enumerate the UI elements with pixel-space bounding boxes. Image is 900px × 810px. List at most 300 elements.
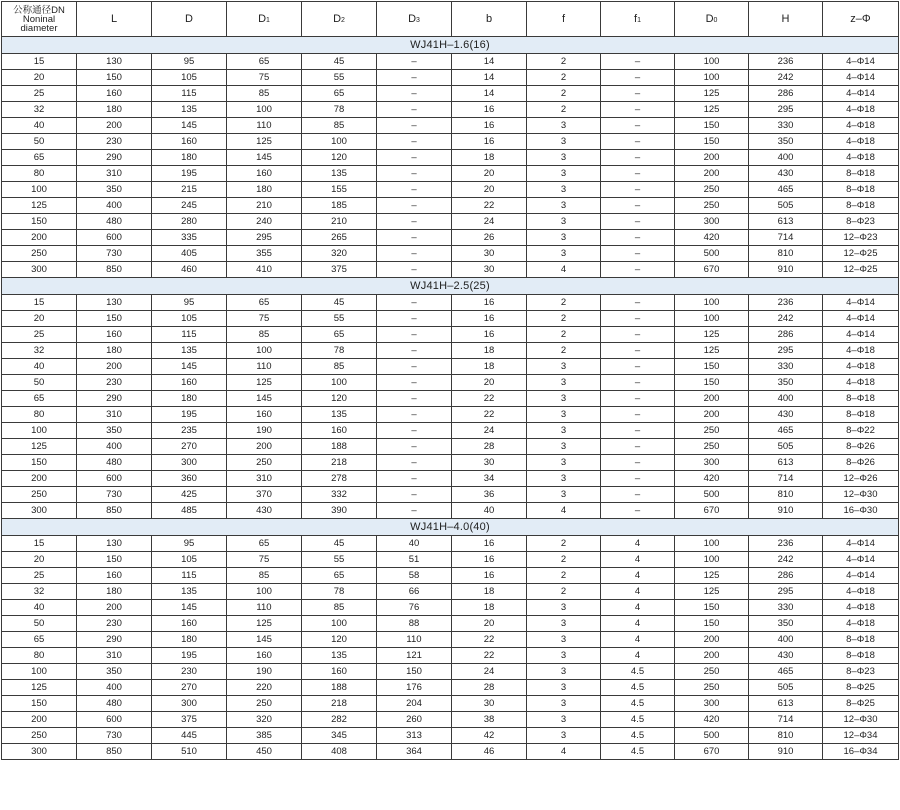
table-cell: –: [601, 102, 675, 118]
table-cell: 150: [675, 616, 749, 632]
table-cell: 22: [452, 391, 527, 407]
table-cell: 300: [675, 696, 749, 712]
table-cell: 95: [152, 536, 227, 552]
table-cell: 36: [452, 487, 527, 503]
table-cell: 80: [2, 407, 77, 423]
table-cell: 360: [152, 471, 227, 487]
table-cell: 714: [749, 230, 823, 246]
table-cell: 50: [2, 375, 77, 391]
table-cell: 4–Φ18: [823, 150, 899, 166]
table-cell: 430: [749, 166, 823, 182]
table-cell: 46: [452, 744, 527, 760]
table-row: [2, 246, 899, 262]
table-cell: 240: [227, 214, 302, 230]
header-l: L: [77, 2, 152, 37]
table-cell: 135: [302, 407, 377, 423]
header-d1: D1: [227, 2, 302, 37]
table-cell: 3: [527, 471, 601, 487]
table-row: [2, 102, 899, 118]
table-cell: 160: [152, 134, 227, 150]
table-cell: 4.5: [601, 728, 675, 744]
table-cell: 350: [749, 134, 823, 150]
table-cell: 150: [675, 600, 749, 616]
table-cell: –: [601, 134, 675, 150]
table-cell: 4: [601, 616, 675, 632]
table-cell: 18: [452, 600, 527, 616]
table-cell: 200: [227, 439, 302, 455]
table-row: [2, 552, 899, 568]
table-cell: 66: [377, 584, 452, 600]
table-cell: 613: [749, 696, 823, 712]
table-cell: –: [377, 246, 452, 262]
table-cell: 145: [152, 359, 227, 375]
table-cell: 18: [452, 343, 527, 359]
table-row: [2, 423, 899, 439]
table-cell: 200: [77, 600, 152, 616]
table-cell: 65: [227, 295, 302, 311]
table-cell: 14: [452, 86, 527, 102]
table-cell: 180: [77, 102, 152, 118]
table-cell: –: [601, 423, 675, 439]
table-cell: 265: [302, 230, 377, 246]
table-cell: 290: [77, 632, 152, 648]
header-row: [2, 2, 899, 37]
table-cell: 8–Φ18: [823, 391, 899, 407]
table-cell: 480: [77, 696, 152, 712]
table-cell: 4–Φ14: [823, 311, 899, 327]
table-cell: 65: [302, 86, 377, 102]
table-cell: 100: [2, 423, 77, 439]
table-cell: 130: [77, 536, 152, 552]
table-cell: 120: [302, 391, 377, 407]
table-cell: –: [377, 503, 452, 519]
table-cell: 40: [2, 600, 77, 616]
table-row: [2, 439, 899, 455]
table-cell: 600: [77, 471, 152, 487]
table-cell: 160: [227, 648, 302, 664]
table-cell: 4: [601, 648, 675, 664]
table-cell: 200: [77, 359, 152, 375]
table-cell: 85: [227, 86, 302, 102]
table-cell: 4–Φ18: [823, 359, 899, 375]
table-cell: 45: [302, 295, 377, 311]
table-cell: 200: [2, 230, 77, 246]
table-cell: 150: [77, 552, 152, 568]
table-cell: 2: [527, 311, 601, 327]
table-row: [2, 568, 899, 584]
table-cell: 200: [2, 471, 77, 487]
table-cell: 335: [152, 230, 227, 246]
table-cell: 242: [749, 70, 823, 86]
table-cell: 58: [377, 568, 452, 584]
table-cell: –: [601, 455, 675, 471]
table-cell: 4–Φ14: [823, 54, 899, 70]
table-cell: 55: [302, 311, 377, 327]
table-cell: 270: [152, 680, 227, 696]
table-cell: 355: [227, 246, 302, 262]
table-cell: 188: [302, 439, 377, 455]
table-row: [2, 536, 899, 552]
table-cell: 16: [452, 568, 527, 584]
table-row: [2, 118, 899, 134]
table-cell: 250: [675, 423, 749, 439]
table-cell: 3: [527, 166, 601, 182]
table-cell: 445: [152, 728, 227, 744]
table-cell: 450: [227, 744, 302, 760]
table-cell: 200: [675, 407, 749, 423]
table-cell: 160: [77, 327, 152, 343]
table-cell: 15: [2, 536, 77, 552]
table-cell: 30: [452, 455, 527, 471]
table-cell: 40: [452, 503, 527, 519]
table-cell: –: [601, 246, 675, 262]
table-cell: 332: [302, 487, 377, 503]
table-cell: 3: [527, 198, 601, 214]
table-cell: 300: [152, 696, 227, 712]
table-cell: –: [377, 262, 452, 278]
table-cell: 4–Φ14: [823, 70, 899, 86]
table-cell: –: [377, 118, 452, 134]
section-title: WJ41H–1.6(16): [2, 37, 899, 54]
table-cell: 242: [749, 311, 823, 327]
table-cell: 500: [675, 487, 749, 503]
table-cell: 28: [452, 439, 527, 455]
table-cell: 32: [2, 584, 77, 600]
table-cell: 2: [527, 552, 601, 568]
table-cell: 100: [302, 616, 377, 632]
table-cell: –: [601, 487, 675, 503]
table-cell: –: [601, 214, 675, 230]
table-cell: 465: [749, 423, 823, 439]
table-cell: 3: [527, 696, 601, 712]
table-cell: 76: [377, 600, 452, 616]
table-cell: –: [377, 182, 452, 198]
table-cell: 210: [302, 214, 377, 230]
table-cell: 250: [227, 696, 302, 712]
table-cell: 613: [749, 214, 823, 230]
table-cell: 278: [302, 471, 377, 487]
table-cell: 100: [675, 536, 749, 552]
table-row: [2, 503, 899, 519]
table-cell: 295: [749, 584, 823, 600]
table-cell: 310: [227, 471, 302, 487]
table-cell: 300: [675, 214, 749, 230]
table-cell: 2: [527, 584, 601, 600]
table-cell: 200: [77, 118, 152, 134]
table-cell: –: [377, 311, 452, 327]
table-cell: 200: [675, 391, 749, 407]
table-cell: 125: [2, 439, 77, 455]
table-cell: 30: [452, 696, 527, 712]
table-cell: 4: [601, 536, 675, 552]
table-cell: 2: [527, 295, 601, 311]
table-cell: 78: [302, 102, 377, 118]
table-cell: –: [601, 70, 675, 86]
table-row: [2, 616, 899, 632]
table-cell: 135: [152, 343, 227, 359]
table-cell: 85: [227, 568, 302, 584]
table-cell: 3: [527, 712, 601, 728]
table-row: [2, 214, 899, 230]
table-cell: 65: [2, 632, 77, 648]
table-cell: 160: [302, 664, 377, 680]
table-cell: 3: [527, 150, 601, 166]
table-cell: 85: [302, 118, 377, 134]
table-cell: 15: [2, 54, 77, 70]
table-cell: 100: [2, 664, 77, 680]
table-cell: 282: [302, 712, 377, 728]
table-cell: 75: [227, 311, 302, 327]
table-cell: 125: [227, 134, 302, 150]
table-cell: 250: [227, 455, 302, 471]
table-cell: 204: [377, 696, 452, 712]
table-cell: –: [377, 423, 452, 439]
table-cell: 4: [601, 568, 675, 584]
table-cell: 22: [452, 632, 527, 648]
table-cell: 4–Φ14: [823, 536, 899, 552]
table-cell: 150: [675, 359, 749, 375]
table-cell: 4–Φ14: [823, 295, 899, 311]
table-cell: 12–Φ23: [823, 230, 899, 246]
table-cell: 85: [302, 359, 377, 375]
table-cell: 3: [527, 632, 601, 648]
table-cell: 18: [452, 584, 527, 600]
table-cell: –: [601, 439, 675, 455]
table-cell: 180: [77, 584, 152, 600]
table-cell: 34: [452, 471, 527, 487]
table-cell: 8–Φ23: [823, 214, 899, 230]
table-cell: 200: [675, 150, 749, 166]
table-cell: 80: [2, 648, 77, 664]
table-cell: 4.5: [601, 696, 675, 712]
table-cell: 155: [302, 182, 377, 198]
table-row: [2, 150, 899, 166]
table-cell: 730: [77, 728, 152, 744]
spec-table: [1, 1, 899, 760]
table-cell: 2: [527, 102, 601, 118]
table-cell: 25: [2, 327, 77, 343]
table-cell: 100: [675, 70, 749, 86]
table-row: [2, 327, 899, 343]
table-cell: 75: [227, 552, 302, 568]
table-cell: 25: [2, 568, 77, 584]
table-cell: 730: [77, 487, 152, 503]
table-cell: –: [601, 343, 675, 359]
table-cell: –: [377, 343, 452, 359]
table-cell: 295: [749, 102, 823, 118]
table-cell: –: [377, 471, 452, 487]
table-row: [2, 70, 899, 86]
table-cell: 100: [302, 375, 377, 391]
table-cell: 3: [527, 680, 601, 696]
table-cell: 350: [77, 182, 152, 198]
header-dn-en-2: diameter: [20, 22, 58, 34]
table-row: [2, 632, 899, 648]
table-cell: 250: [2, 487, 77, 503]
table-cell: 714: [749, 471, 823, 487]
table-cell: 3: [527, 439, 601, 455]
table-row: [2, 471, 899, 487]
table-cell: 236: [749, 536, 823, 552]
table-row: [2, 728, 899, 744]
table-cell: 3: [527, 616, 601, 632]
table-cell: 260: [377, 712, 452, 728]
table-cell: 400: [77, 680, 152, 696]
table-cell: 150: [2, 214, 77, 230]
table-cell: 218: [302, 455, 377, 471]
table-cell: 16: [452, 536, 527, 552]
table-cell: 420: [675, 230, 749, 246]
table-cell: 105: [152, 311, 227, 327]
table-row: [2, 584, 899, 600]
table-cell: 430: [749, 648, 823, 664]
table-cell: 185: [302, 198, 377, 214]
table-cell: 24: [452, 214, 527, 230]
table-row: [2, 375, 899, 391]
table-cell: 22: [452, 198, 527, 214]
table-cell: 25: [2, 86, 77, 102]
table-cell: 230: [77, 375, 152, 391]
table-cell: –: [377, 295, 452, 311]
table-cell: 176: [377, 680, 452, 696]
header-b: b: [452, 2, 527, 37]
header-d2: D2: [302, 2, 377, 37]
table-cell: 3: [527, 455, 601, 471]
table-cell: 295: [227, 230, 302, 246]
header-z-phi: z–Φ: [823, 2, 899, 37]
table-cell: 420: [675, 712, 749, 728]
table-cell: 20: [2, 552, 77, 568]
table-cell: 400: [749, 150, 823, 166]
table-header: [2, 2, 899, 37]
table-cell: 200: [675, 648, 749, 664]
table-cell: –: [377, 407, 452, 423]
table-cell: 330: [749, 600, 823, 616]
table-cell: 110: [227, 600, 302, 616]
table-cell: 250: [675, 680, 749, 696]
table-cell: 110: [377, 632, 452, 648]
table-cell: 40: [377, 536, 452, 552]
table-cell: 150: [77, 311, 152, 327]
table-cell: 200: [675, 166, 749, 182]
table-cell: 95: [152, 54, 227, 70]
table-cell: 4: [527, 744, 601, 760]
table-cell: 4–Φ18: [823, 134, 899, 150]
table-cell: 20: [452, 166, 527, 182]
table-cell: 115: [152, 86, 227, 102]
table-cell: 280: [152, 214, 227, 230]
table-cell: 600: [77, 230, 152, 246]
table-row: [2, 311, 899, 327]
table-cell: 250: [2, 728, 77, 744]
table-cell: 16: [452, 552, 527, 568]
table-cell: 115: [152, 568, 227, 584]
table-cell: 8–Φ22: [823, 423, 899, 439]
table-cell: 4–Φ18: [823, 375, 899, 391]
table-cell: 30: [452, 262, 527, 278]
table-cell: 110: [227, 359, 302, 375]
table-cell: –: [601, 471, 675, 487]
table-cell: 120: [302, 150, 377, 166]
table-cell: 500: [675, 246, 749, 262]
table-cell: –: [601, 375, 675, 391]
table-cell: –: [377, 327, 452, 343]
table-cell: 125: [675, 343, 749, 359]
table-cell: 480: [77, 455, 152, 471]
table-row: [2, 712, 899, 728]
table-cell: 12–Φ25: [823, 262, 899, 278]
table-cell: 245: [152, 198, 227, 214]
table-cell: –: [377, 166, 452, 182]
table-cell: 150: [675, 118, 749, 134]
table-cell: 121: [377, 648, 452, 664]
table-cell: 4: [527, 503, 601, 519]
table-cell: –: [601, 391, 675, 407]
table-cell: 400: [749, 391, 823, 407]
table-cell: 12–Φ30: [823, 712, 899, 728]
table-cell: 2: [527, 568, 601, 584]
table-cell: 330: [749, 118, 823, 134]
table-cell: 4: [527, 262, 601, 278]
table-row: [2, 198, 899, 214]
table-cell: 38: [452, 712, 527, 728]
table-cell: 2: [527, 327, 601, 343]
table-cell: 20: [452, 616, 527, 632]
table-cell: 4–Φ18: [823, 343, 899, 359]
table-cell: 250: [675, 182, 749, 198]
section-header-row: [2, 37, 899, 54]
table-cell: 125: [227, 375, 302, 391]
section-header-row: [2, 519, 899, 536]
table-cell: 290: [77, 391, 152, 407]
table-cell: 850: [77, 503, 152, 519]
table-cell: 3: [527, 246, 601, 262]
table-cell: 670: [675, 262, 749, 278]
table-cell: 28: [452, 680, 527, 696]
table-cell: 12–Φ34: [823, 728, 899, 744]
table-cell: 190: [227, 423, 302, 439]
table-cell: 125: [675, 327, 749, 343]
table-cell: 160: [152, 616, 227, 632]
table-cell: 150: [675, 134, 749, 150]
table-cell: 195: [152, 648, 227, 664]
table-cell: –: [377, 391, 452, 407]
table-cell: 310: [77, 648, 152, 664]
table-cell: 20: [2, 311, 77, 327]
table-cell: –: [601, 118, 675, 134]
table-cell: 313: [377, 728, 452, 744]
section-header-row: [2, 278, 899, 295]
table-cell: 32: [2, 102, 77, 118]
table-cell: 8–Φ18: [823, 407, 899, 423]
table-cell: 385: [227, 728, 302, 744]
table-cell: –: [377, 487, 452, 503]
table-cell: 160: [77, 86, 152, 102]
table-cell: 420: [675, 471, 749, 487]
table-cell: 8–Φ26: [823, 439, 899, 455]
table-cell: –: [601, 166, 675, 182]
table-row: [2, 680, 899, 696]
table-cell: 8–Φ18: [823, 166, 899, 182]
table-cell: –: [601, 150, 675, 166]
header-d3: D3: [377, 2, 452, 37]
table-cell: 250: [2, 246, 77, 262]
table-cell: 2: [527, 54, 601, 70]
table-cell: 55: [302, 552, 377, 568]
table-cell: 410: [227, 262, 302, 278]
table-cell: 100: [675, 552, 749, 568]
table-cell: –: [377, 198, 452, 214]
